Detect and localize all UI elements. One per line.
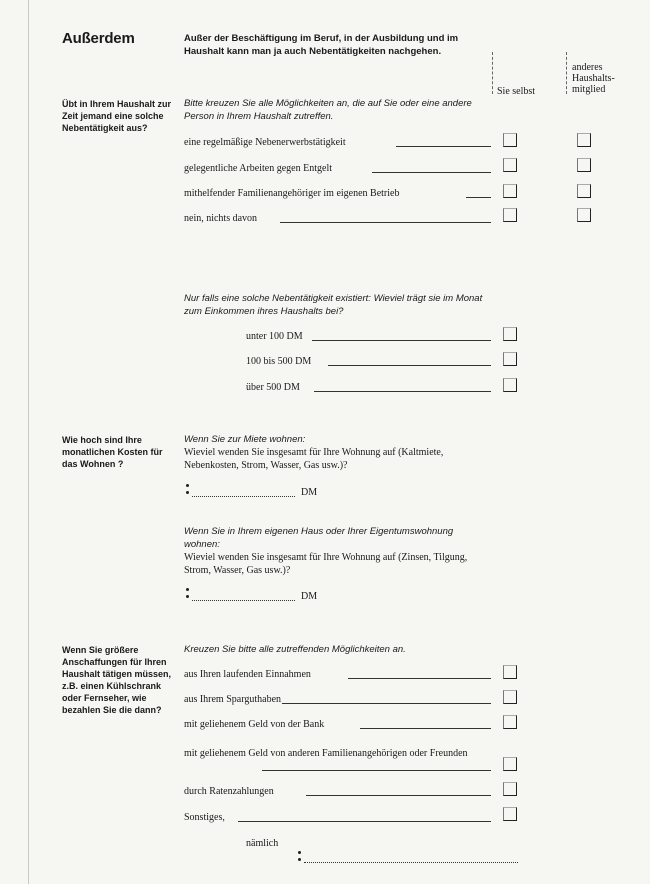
question-housing-costs: Wie hoch sind Ihre monatlichen Kosten für das Wohnen ?: [62, 435, 163, 469]
column-header-other: anderes Haushalts- mitglied: [572, 62, 615, 95]
option-100-500: 100 bis 500 DM: [246, 356, 312, 367]
bullet: [186, 588, 189, 591]
instruction-own-home: Wenn Sie in Ihrem eigenen Haus oder Ihrer Eigentumswohnung wohnen:: [184, 526, 454, 550]
leader-line: [466, 197, 491, 198]
option-income: aus Ihren laufenden Einnahmen: [184, 669, 311, 680]
instruction-income-share: Nur falls eine solche Nebentätigkeit existiert: Wieviel trägt sie im Monat zum Einkommen ihres Haushalts bei?: [184, 293, 483, 317]
checkbox-100-500[interactable]: [503, 352, 517, 366]
text-own-home: Wieviel wenden Sie insgesamt für Ihre Wohnung auf (Zinsen, Tilgung, Strom, Wasser, Gas usw.)?: [184, 552, 468, 576]
text-rent: Wieviel wenden Sie insgesamt für Ihre Wohnung auf (Kaltmiete, Nebenkosten, Strom, Wasser, Gas usw.)?: [184, 447, 444, 471]
checkbox-under-100[interactable]: [503, 327, 517, 341]
leader-line: [360, 728, 491, 729]
checkbox-income[interactable]: [503, 665, 517, 679]
option-savings: aus Ihrem Sparguthaben: [184, 694, 282, 705]
leader-line: [312, 340, 491, 341]
column-divider-self: [492, 52, 493, 94]
option-family-loan: mit geliehenem Geld von anderen Familienangehörigen oder Freunden: [184, 748, 468, 759]
checkbox-over-500[interactable]: [503, 378, 517, 392]
option-under-100: unter 100 DM: [246, 331, 303, 342]
option-installments: durch Ratenzahlungen: [184, 786, 274, 797]
question-purchases: Wenn Sie größere Anschaffungen für Ihren Haushalt tätigen müssen, z.B. einen Kühlschrank oder Fernseher, wie bezahlen Sie die dann?: [62, 645, 172, 715]
leader-line: [262, 770, 491, 771]
leader-line: [372, 172, 491, 173]
bullet: [298, 851, 301, 854]
option-family-helper: mithelfender Familienangehöriger im eigenen Betrieb: [184, 188, 400, 199]
leader-line: [282, 703, 491, 704]
option-occasional-work: gelegentliche Arbeiten gegen Entgelt: [184, 163, 332, 174]
checkbox-occasional-other[interactable]: [577, 158, 591, 172]
label-namely: nämlich: [246, 838, 279, 849]
column-header-self: Sie selbst: [497, 86, 536, 97]
own-home-amount-field[interactable]: [192, 600, 295, 601]
section-intro: Außer der Beschäftigung im Beruf, in der Ausbildung und im Haushalt kann man ja auch Nebentätigkeiten nachgehen.: [184, 33, 459, 57]
checkbox-installments[interactable]: [503, 782, 517, 796]
checkbox-savings[interactable]: [503, 690, 517, 704]
checkbox-none-self[interactable]: [503, 208, 517, 222]
leader-line: [348, 678, 491, 679]
rent-unit: DM: [301, 487, 318, 498]
instruction-side-jobs: Bitte kreuzen Sie alle Möglichkeiten an, die auf Sie oder eine andere Person in Ihrem Haushalt zutreffen.: [184, 98, 472, 122]
rent-amount-field[interactable]: [192, 496, 295, 497]
leader-line: [314, 391, 491, 392]
instruction-purchases: Kreuzen Sie bitte alle zutreffenden Möglichkeiten an.: [184, 644, 406, 655]
leader-line: [238, 821, 491, 822]
leader-line: [306, 795, 491, 796]
section-title: Außerdem: [62, 30, 135, 47]
leader-line: [328, 365, 491, 366]
question-side-jobs: Übt in Ihrem Haushalt zur Zeit jemand eine solche Nebentätigkeit aus?: [62, 99, 172, 133]
checkbox-other[interactable]: [503, 807, 517, 821]
page-edge: [28, 0, 29, 884]
checkbox-family-self[interactable]: [503, 184, 517, 198]
leader-line: [396, 146, 491, 147]
checkbox-family-loan[interactable]: [503, 757, 517, 771]
bullet: [298, 858, 301, 861]
checkbox-regular-self[interactable]: [503, 133, 517, 147]
instruction-rent: Wenn Sie zur Miete wohnen:: [184, 434, 306, 445]
option-other: Sonstiges,: [184, 812, 225, 823]
checkbox-none-other[interactable]: [577, 208, 591, 222]
leader-line: [280, 222, 491, 223]
checkbox-regular-other[interactable]: [577, 133, 591, 147]
bullet: [186, 491, 189, 494]
checkbox-occasional-self[interactable]: [503, 158, 517, 172]
option-bank-loan: mit geliehenem Geld von der Bank: [184, 719, 325, 730]
option-none: nein, nichts davon: [184, 213, 258, 224]
own-home-unit: DM: [301, 591, 318, 602]
bullet: [186, 484, 189, 487]
option-regular-side-job: eine regelmäßige Nebenerwerbstätigkeit: [184, 137, 346, 148]
column-divider-other: [566, 52, 567, 94]
other-specify-field[interactable]: [304, 862, 518, 863]
bullet: [186, 595, 189, 598]
option-over-500: über 500 DM: [246, 382, 300, 393]
checkbox-family-other[interactable]: [577, 184, 591, 198]
checkbox-bank-loan[interactable]: [503, 715, 517, 729]
